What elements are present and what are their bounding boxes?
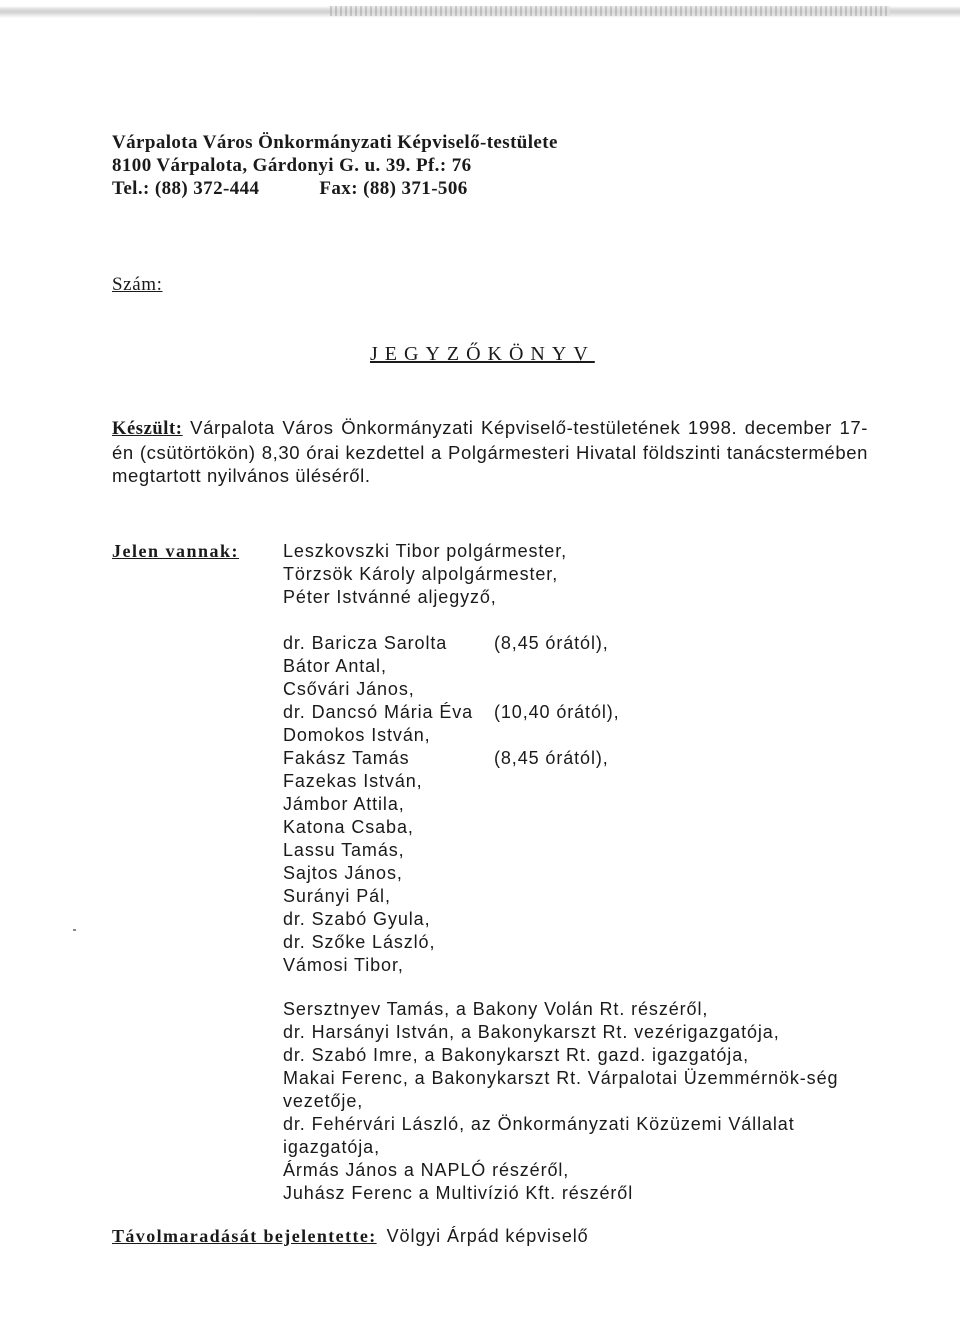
member-name: dr. Szőke László, [283, 932, 436, 952]
member-name: Lassu Tamás, [283, 840, 405, 860]
attendees-label: Jelen vannak: [112, 541, 240, 561]
members-list [283, 632, 620, 977]
member-arrival-note: (10,40 órától), [494, 702, 620, 722]
member-item [283, 908, 473, 931]
guest-item: dr. Fehérvári László, az Önkormányzati Közüzemi Vállalat igazgatója, [283, 1114, 795, 1157]
member-name: Fazekas István, [283, 771, 423, 791]
member-name: Bátor Antal, [283, 656, 387, 676]
letterhead [112, 131, 558, 200]
intro-lead: Készült: [112, 419, 183, 439]
member-item [283, 816, 473, 839]
absence-label: Távolmaradását bejelentette: [112, 1226, 377, 1246]
reference-number-label: Szám: [112, 274, 163, 295]
scan-edge-artifact [0, 0, 960, 20]
member-item [283, 678, 473, 701]
absent-member: Völgyi Árpád képviselő [386, 1226, 589, 1246]
member-item [283, 839, 473, 862]
guest-item: Sersztnyev Tamás, a Bakony Volán Rt. részéről, [283, 999, 709, 1019]
member-name: Domokos István, [283, 725, 431, 745]
guest-item: dr. Harsányi István, a Bakonykarszt Rt. vezérigazgatója, [283, 1022, 780, 1042]
member-item [283, 632, 609, 655]
letterhead-line-1: Várpalota Város Önkormányzati Képviselő-testülete [112, 132, 558, 153]
officials-list [283, 540, 567, 609]
member-name: dr. Dancsó Mária Éva [283, 702, 474, 722]
member-item [283, 793, 473, 816]
letterhead-line-2: 8100 Várpalota, Gárdonyi G. u. 39. Pf.: 76 [112, 155, 472, 176]
member-name: Katona Csaba, [283, 817, 414, 837]
member-item [283, 747, 609, 770]
letterhead-fax: Fax: (88) 371-506 [319, 178, 468, 199]
official-item: Leszkovszki Tibor polgármester, [283, 541, 568, 561]
member-name: Sajtos János, [283, 863, 403, 883]
intro-text: Várpalota Város Önkormányzati Képviselő-testületének 1998. december 17-én (csütörtökön) 8,30 órai kezdettel a Polgármesteri Hivatal földszinti tanácstermében megtartott nyilvános üléséről. [112, 417, 868, 486]
member-item [283, 724, 473, 747]
member-arrival-note: (8,45 órától), [494, 748, 609, 768]
member-name: Jámbor Attila, [283, 794, 405, 814]
member-item [283, 701, 620, 724]
member-item [283, 954, 473, 977]
member-item [283, 931, 473, 954]
member-item [283, 770, 473, 793]
member-name: Surányi Pál, [283, 886, 391, 906]
document-title: JEGYZŐKÖNYV [370, 343, 595, 365]
member-item [283, 885, 473, 908]
absence-line [112, 1226, 589, 1247]
member-name: Vámosi Tibor, [283, 955, 404, 975]
guest-item: Ármás János a NAPLÓ részéről, [283, 1160, 570, 1180]
guest-item: Juhász Ferenc a Multivízió Kft. részéről [283, 1183, 634, 1203]
letterhead-tel: Tel.: (88) 372-444 [112, 178, 260, 199]
guest-item: Makai Ferenc, a Bakonykarszt Rt. Várpalotai Üzemmérnök-ség vezetője, [283, 1068, 839, 1111]
member-name: dr. Szabó Gyula, [283, 909, 431, 929]
official-item: Péter Istvánné aljegyző, [283, 587, 497, 607]
member-item [283, 862, 473, 885]
member-name: dr. Baricza Sarolta [283, 633, 448, 653]
member-name: Fakász Tamás [283, 748, 410, 768]
scan-speck [73, 929, 76, 931]
member-name: Csővári János, [283, 679, 415, 699]
member-item [283, 655, 473, 678]
member-arrival-note: (8,45 órától), [494, 633, 609, 653]
letterhead-contact [112, 177, 558, 200]
guest-item: dr. Szabó Imre, a Bakonykarszt Rt. gazd. igazgatója, [283, 1045, 750, 1065]
official-item: Törzsök Károly alpolgármester, [283, 564, 559, 584]
guests-list [283, 998, 843, 1205]
intro-paragraph [112, 416, 868, 487]
